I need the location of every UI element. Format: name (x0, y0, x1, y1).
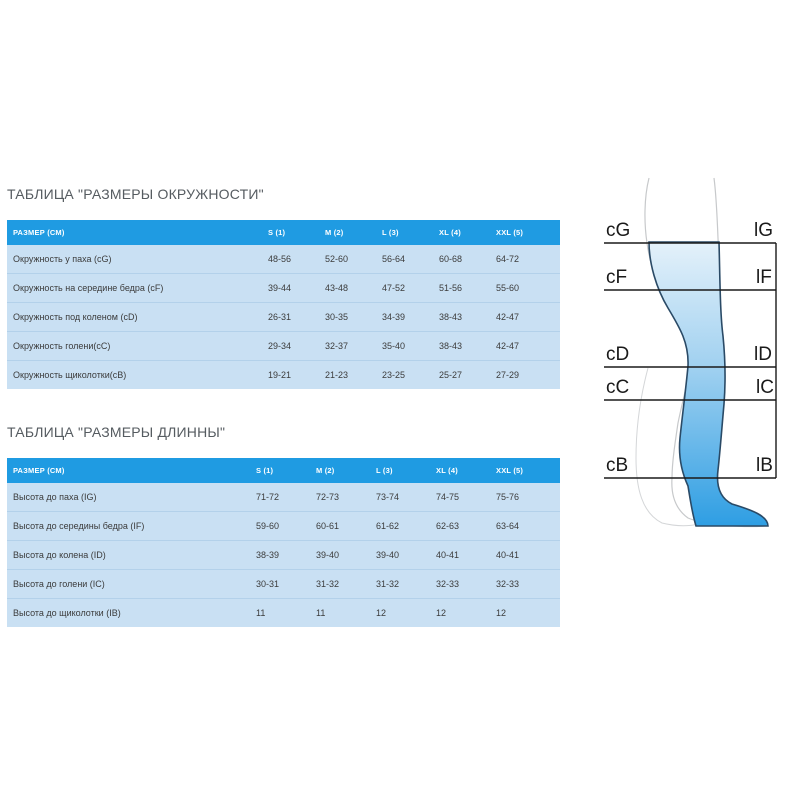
cell: 39-44 (262, 274, 319, 303)
table-row (7, 303, 560, 332)
table-row (7, 274, 560, 303)
cell: 21-23 (319, 361, 376, 390)
column-header-xxl: XXL (5) (490, 458, 560, 483)
row-label: Окружность голени(cC) (7, 332, 262, 361)
cell: 40-41 (490, 541, 560, 570)
circumference-table-title: ТАБЛИЦА "РАЗМЕРЫ ОКРУЖНОСТИ" (7, 186, 264, 202)
circumference-table (7, 220, 560, 389)
column-header-size: РАЗМЕР (СМ) (7, 458, 250, 483)
label-cf: cF (606, 267, 628, 288)
row-label: Окружность под коленом (cD) (7, 303, 262, 332)
row-label: Высота до паха (IG) (7, 483, 250, 512)
cell: 59-60 (250, 512, 310, 541)
cell: 35-40 (376, 332, 433, 361)
cell: 40-41 (430, 541, 490, 570)
cell: 71-72 (250, 483, 310, 512)
cell: 75-76 (490, 483, 560, 512)
cell: 52-60 (319, 245, 376, 274)
cell: 31-32 (370, 570, 430, 599)
row-label: Высота до середины бедра (IF) (7, 512, 250, 541)
row-label: Окружность щиколотки(cB) (7, 361, 262, 390)
cell: 31-32 (310, 570, 370, 599)
cell: 38-43 (433, 303, 490, 332)
column-header-l: L (3) (370, 458, 430, 483)
label-cd: cD (606, 344, 630, 365)
table-row (7, 483, 560, 512)
column-header-s: S (1) (250, 458, 310, 483)
cell: 55-60 (490, 274, 560, 303)
cell: 27-29 (490, 361, 560, 390)
label-lf: lF (756, 267, 772, 288)
table-row (7, 570, 560, 599)
column-header-xl: XL (4) (430, 458, 490, 483)
cell: 42-47 (490, 303, 560, 332)
cell: 23-25 (376, 361, 433, 390)
cell: 38-39 (250, 541, 310, 570)
cell: 62-63 (430, 512, 490, 541)
column-header-l: L (3) (376, 220, 433, 245)
cell: 42-47 (490, 332, 560, 361)
length-table-title: ТАБЛИЦА "РАЗМЕРЫ ДЛИННЫ" (7, 424, 226, 440)
cell: 56-64 (376, 245, 433, 274)
row-label: Окружность на середине бедра (cF) (7, 274, 262, 303)
label-lc: lC (756, 377, 774, 398)
cell: 32-33 (430, 570, 490, 599)
cell: 74-75 (430, 483, 490, 512)
cell: 34-39 (376, 303, 433, 332)
cell: 72-73 (310, 483, 370, 512)
row-label: Высота до щиколотки (IB) (7, 599, 250, 628)
label-cb: cB (606, 455, 629, 476)
cell: 48-56 (262, 245, 319, 274)
cell: 30-31 (250, 570, 310, 599)
cell: 51-56 (433, 274, 490, 303)
cell: 32-33 (490, 570, 560, 599)
table-row (7, 332, 560, 361)
row-label: Высота до колена (ID) (7, 541, 250, 570)
cell: 25-27 (433, 361, 490, 390)
cell: 47-52 (376, 274, 433, 303)
cell: 39-40 (370, 541, 430, 570)
label-lb: lB (756, 455, 773, 476)
cell: 12 (370, 599, 430, 628)
table-row (7, 245, 560, 274)
cell: 64-72 (490, 245, 560, 274)
row-label: Окружность у паха (cG) (7, 245, 262, 274)
cell: 29-34 (262, 332, 319, 361)
cell: 38-43 (433, 332, 490, 361)
table-header-row (7, 220, 560, 245)
leg-measurement-diagram (592, 168, 784, 538)
cell: 11 (310, 599, 370, 628)
cell: 73-74 (370, 483, 430, 512)
cell: 32-37 (319, 332, 376, 361)
cell: 19-21 (262, 361, 319, 390)
label-cg: cG (606, 220, 631, 241)
column-header-m: M (2) (310, 458, 370, 483)
row-label: Высота до голени (IC) (7, 570, 250, 599)
length-table (7, 458, 560, 627)
column-header-m: M (2) (319, 220, 376, 245)
column-header-s: S (1) (262, 220, 319, 245)
stocking (649, 242, 768, 526)
cell: 30-35 (319, 303, 376, 332)
cell: 61-62 (370, 512, 430, 541)
cell: 60-61 (310, 512, 370, 541)
cell: 11 (250, 599, 310, 628)
table-row (7, 599, 560, 628)
table-header-row (7, 458, 560, 483)
table-row (7, 541, 560, 570)
column-header-xxl: XXL (5) (490, 220, 560, 245)
cell: 60-68 (433, 245, 490, 274)
cell: 63-64 (490, 512, 560, 541)
column-header-size: РАЗМЕР (СМ) (7, 220, 262, 245)
label-ld: lD (754, 344, 772, 365)
column-header-xl: XL (4) (433, 220, 490, 245)
table-row (7, 361, 560, 390)
table-row (7, 512, 560, 541)
cell: 26-31 (262, 303, 319, 332)
cell: 12 (430, 599, 490, 628)
cell: 39-40 (310, 541, 370, 570)
cell: 43-48 (319, 274, 376, 303)
cell: 12 (490, 599, 560, 628)
label-cc: cC (606, 377, 630, 398)
label-lg: lG (754, 220, 773, 241)
